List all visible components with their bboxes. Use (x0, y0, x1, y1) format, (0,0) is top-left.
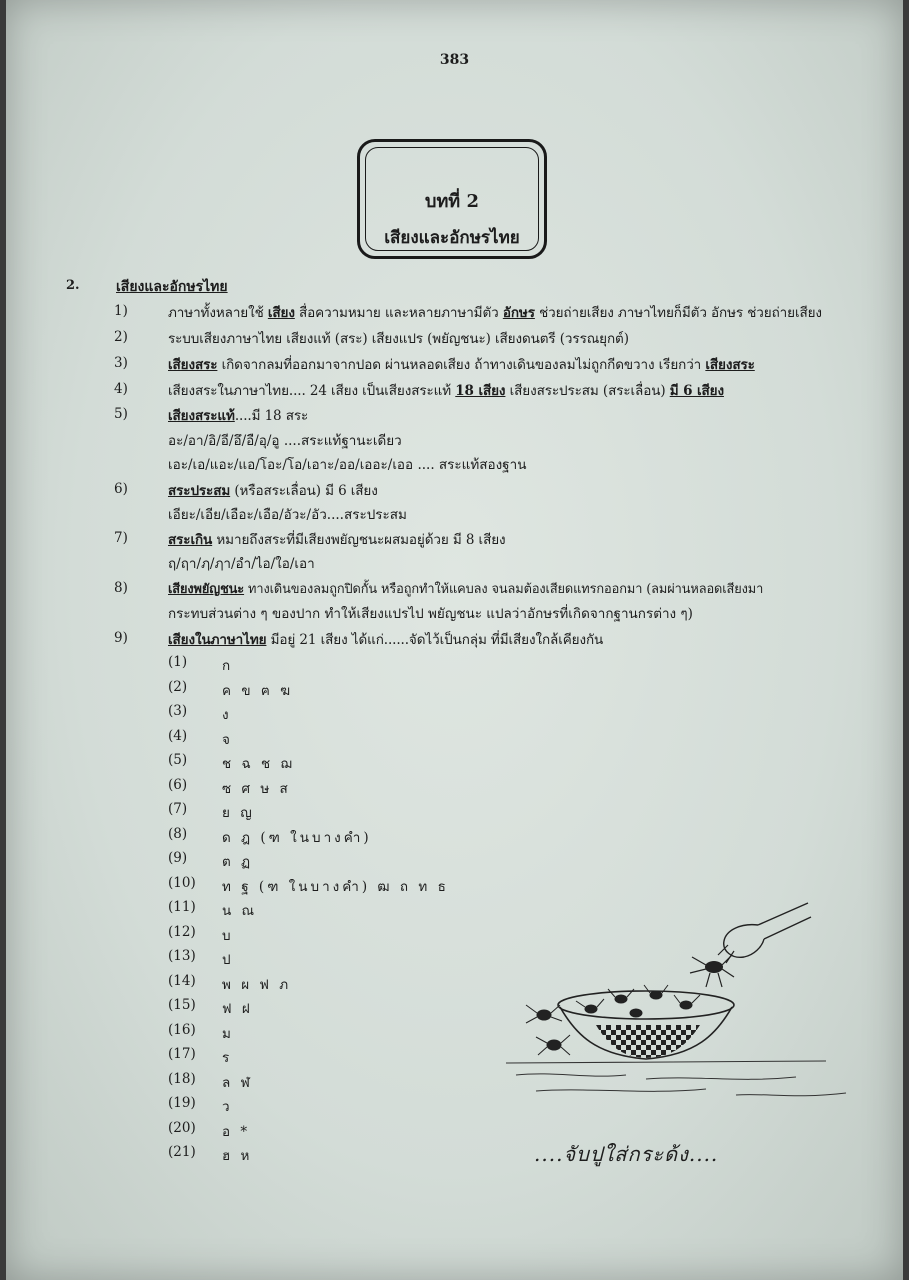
item-text-emphasis: เสียง (267, 305, 295, 321)
consonant-group-letters: ก (222, 658, 234, 674)
consonant-group-number: (11) (168, 899, 196, 915)
item-number: 3) (114, 355, 128, 371)
item-text-part: เสียงสระประสม (สระเลื่อน) (505, 383, 670, 399)
item-text-emphasis: สระประสม (168, 483, 231, 499)
consonant-group-letters: ย ญ (222, 805, 255, 821)
illustration-caption: ....จับปูใส่กระด้ง.... (534, 1142, 719, 1166)
vowels-single-position-line: อะ/อา/อิ/อี/อึ/อื/อุ/อู ....สระแท้ฐานะเดียว (168, 433, 402, 449)
consonant-group-number: (6) (168, 776, 188, 793)
consonant-group-number: (4) (168, 727, 188, 744)
consonant-group-number: (18) (168, 1070, 196, 1087)
item-text-part: สื่อความหมาย และหลายภาษามีตัว (294, 305, 503, 321)
item-text (168, 628, 603, 650)
consonant-definition-continued: กระทบส่วนต่าง ๆ ของปาก ทำให้เสียงแปรไป พยัญชนะ แปลว่าอักษรที่เกิดจากฐานกรต่าง ๆ) (168, 606, 693, 622)
item-text (168, 327, 629, 349)
consonant-group-letters: ป (222, 952, 234, 968)
consonant-group-number: (1) (168, 654, 188, 670)
section-title: เสียงและอักษรไทย (116, 279, 228, 295)
item-number: 7) (114, 530, 128, 546)
consonant-group-letters: พ ผ ฟ ภ (222, 976, 292, 993)
item-text (168, 353, 755, 375)
item-number: 5) (114, 406, 128, 422)
consonant-group-letters: ร (222, 1050, 233, 1066)
item-text-part: เสียงสระในภาษาไทย.... 24 เสียง เป็นเสียงสระแท้ (168, 383, 456, 399)
chapter-heading-box (357, 139, 547, 259)
consonant-group-letters: จ (222, 731, 233, 748)
item-text-part: ระบบเสียงภาษาไทย เสียงแท้ (สระ) เสียงแปร (พยัญชนะ) เสียงดนตรี (วรรณยุกต์) (168, 331, 629, 347)
item-number: 8) (114, 580, 128, 596)
item-text-emphasis: เสียงสระแท้ (168, 408, 235, 424)
consonant-group-number: (16) (168, 1021, 196, 1038)
item-text-part: ทางเดินของลมถูกปิดกั้น หรือถูกทำให้แคบลง จนลมต้องเสียดแทรกออกมา (ลมผ่านหลอดเสียงมา (244, 582, 764, 597)
item-text (168, 404, 308, 426)
consonant-group-number: (15) (168, 997, 196, 1013)
consonant-group-letters: ท ฐ (ฑ ในบางคำ) ฒ ถ ท ธ (222, 878, 449, 895)
consonant-group-letters: ช ฉ ช ฌ (222, 756, 295, 772)
consonant-group-number: (12) (168, 923, 196, 940)
item-number: 9) (114, 630, 128, 646)
consonant-group-number: (20) (168, 1119, 196, 1136)
item-text (168, 479, 378, 501)
page-number: 383 (439, 52, 470, 68)
item-text-emphasis: มี 6 เสียง (669, 383, 724, 399)
item-number: 4) (114, 381, 128, 397)
consonant-group-number: (19) (168, 1095, 196, 1111)
consonant-group-letters: ม (222, 1025, 234, 1042)
consonant-group-letters: ง (222, 707, 232, 723)
item-number: 6) (114, 481, 128, 497)
item-text-part: หมายถึงสระที่มีเสียงพยัญชนะผสมอยู่ด้วย มี 8 เสียง (212, 532, 506, 548)
crab-basket-illustration (496, 895, 866, 1125)
item-text (168, 578, 763, 599)
item-text-part: (หรือสระเลื่อน) มี 6 เสียง (230, 483, 378, 499)
document-page (6, 0, 903, 1280)
section-number: 2. (66, 278, 80, 293)
item-text-part: เกิดจากลมที่ออกมาจากปอด ผ่านหลอดเสียง ถ้าทางเดินของลมไม่ถูกกีดขวาง เรียกว่า (217, 357, 706, 373)
item-number: 1) (114, 303, 128, 319)
consonant-group-number: (9) (168, 850, 188, 866)
consonant-group-letters: น ณ (222, 903, 258, 919)
consonant-group-number: (3) (168, 703, 188, 719)
item-number: 2) (114, 329, 128, 345)
consonant-group-letters: ค ข ฅ ฆ (222, 682, 294, 699)
consonant-group-letters: ฮ ห (222, 1148, 253, 1164)
extra-vowels-line: ฤ/ฤา/ฦ/ฦา/อำ/ไอ/ใอ/เอา (168, 556, 315, 572)
item-text-part: มีอยู่ 21 เสียง ได้แก่......จัดไว้เป็นกลุ่ม ที่มีเสียงใกล้เคียงกัน (266, 632, 604, 648)
consonant-group-letters: ฟ ฝ (222, 1001, 253, 1017)
consonant-group-number: (21) (168, 1144, 196, 1160)
item-text-emphasis: เสียงพยัญชนะ (168, 582, 245, 597)
item-text (168, 379, 724, 401)
vowels-double-position-line: เอะ/เอ/แอะ/แอ/โอะ/โอ/เอาะ/ออ/เออะ/เออ .... สระแท้สองฐาน (168, 457, 527, 473)
consonant-group-number: (10) (168, 874, 196, 891)
item-text (168, 301, 822, 323)
item-text-emphasis: อักษร (502, 305, 535, 321)
item-text-emphasis: 18 เสียง (455, 383, 506, 399)
consonant-group-letters: ซ ศ ษ ส (222, 780, 291, 797)
consonant-group-number: (5) (168, 752, 188, 768)
item-text (168, 528, 506, 550)
item-text-part: ....มี 18 สระ (234, 408, 309, 424)
chapter-subtitle: เสียงและอักษรไทย (384, 228, 520, 248)
item-text-emphasis: เสียงสระ (705, 357, 755, 373)
consonant-group-letters: ต ฏ (222, 854, 254, 870)
consonant-group-letters: บ (222, 927, 234, 944)
diphthongs-line: เอียะ/เอีย/เอือะ/เอือ/อัวะ/อัว....สระประสม (168, 507, 407, 523)
item-text-part: ช่วยถ่ายเสียง ภาษาไทยก็มีตัว อักษร ช่วยถ่ายเสียง (534, 305, 822, 321)
item-text-emphasis: เสียงในภาษาไทย (168, 632, 267, 648)
chapter-title: บทที่ 2 (425, 191, 479, 212)
item-text-emphasis: เสียงสระ (168, 357, 218, 373)
consonant-group-number: (14) (168, 972, 196, 989)
consonant-group-number: (8) (168, 825, 188, 842)
item-text-part: ภาษาทั้งหลายใช้ (168, 305, 268, 321)
consonant-group-letters: ว (222, 1099, 233, 1115)
consonant-group-letters: ด ฎ (ฑ ในบางคำ) (222, 829, 372, 846)
consonant-group-letters: ล ฬ (222, 1074, 253, 1091)
consonant-group-number: (13) (168, 948, 196, 964)
consonant-group-number: (7) (168, 801, 188, 817)
consonant-group-number: (17) (168, 1046, 196, 1062)
consonant-group-number: (2) (168, 678, 188, 695)
item-text-emphasis: สระเกิน (168, 532, 213, 548)
consonant-group-letters: อ * (222, 1123, 251, 1140)
